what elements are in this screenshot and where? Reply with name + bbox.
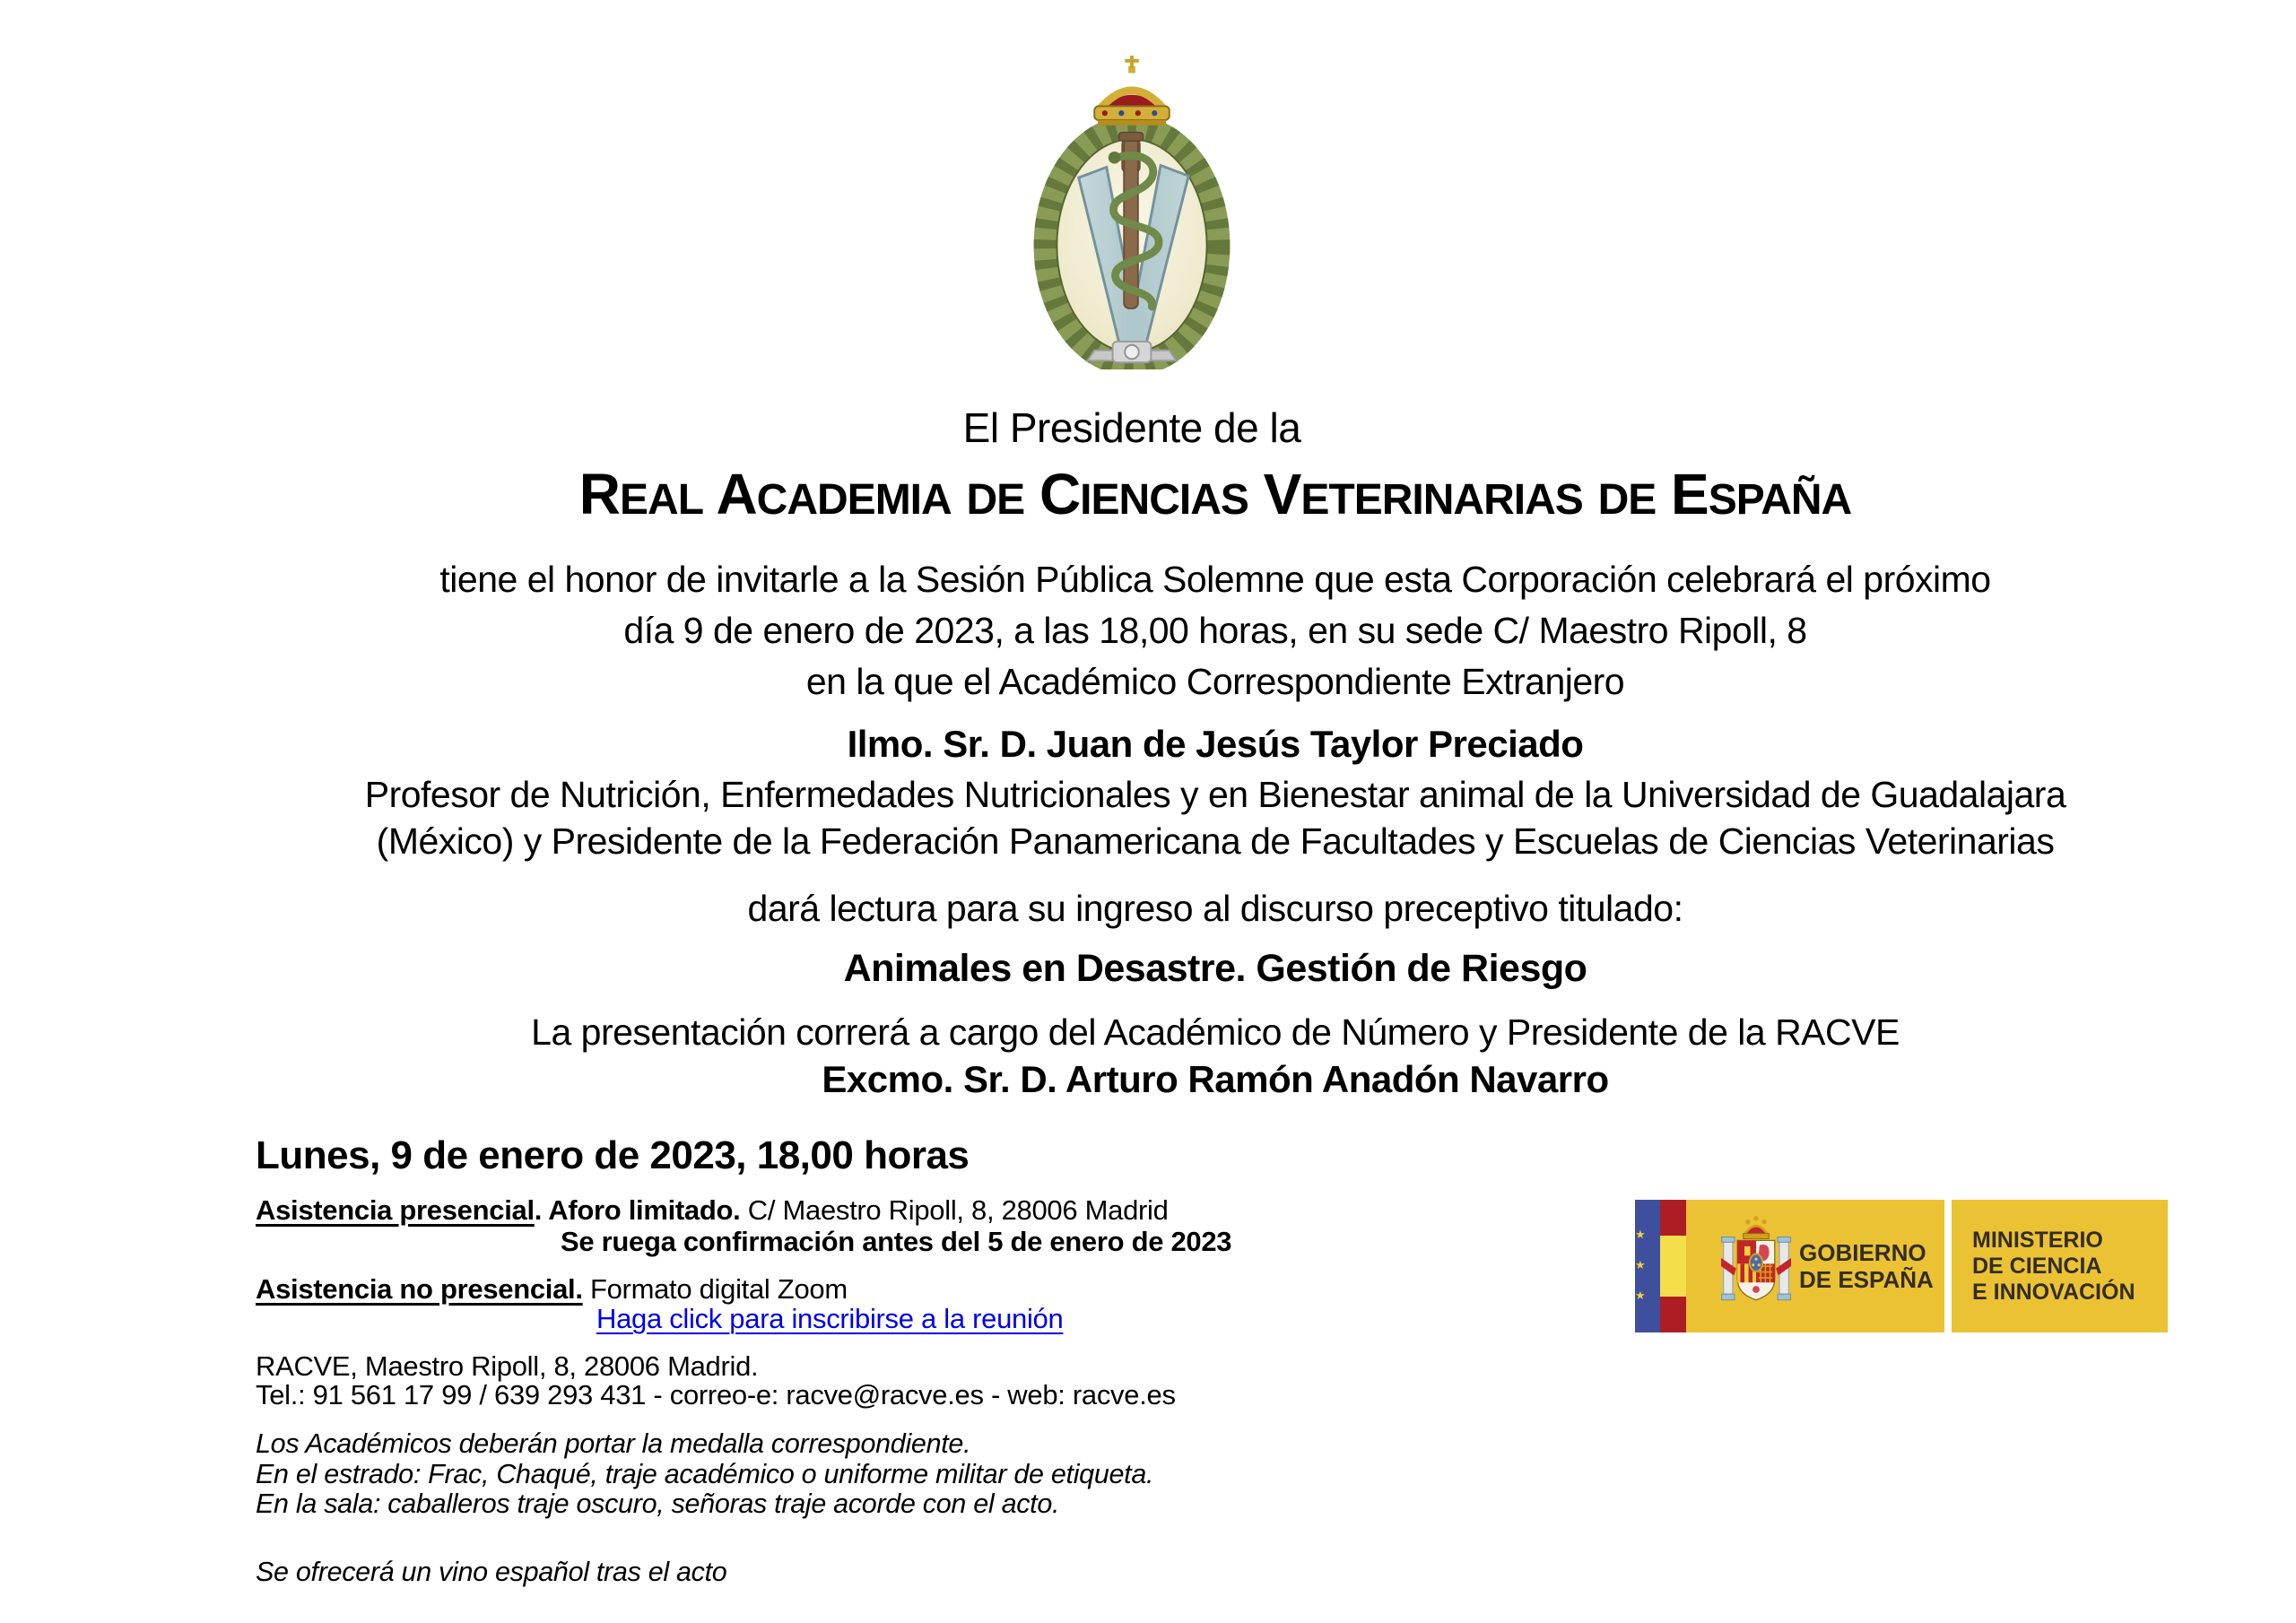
honoree-description — [135, 771, 2296, 864]
gobierno-text — [1799, 1200, 1934, 1332]
ministerio-box — [1952, 1200, 2168, 1332]
remote-format: Formato digital Zoom — [582, 1273, 848, 1305]
gobierno-line-2: DE ESPAÑA — [1799, 1266, 1934, 1293]
racve-crest-icon — [1031, 56, 1233, 374]
honoree-description-line-2: (México) y Presidente de la Federación Panamericana de Facultades y Escuelas de Ciencias Veterinarias — [376, 820, 2055, 862]
eu-flag-icon: ★ ★ ★ — [1635, 1200, 1660, 1332]
invitation-intro — [135, 554, 2296, 707]
academy-title: REAL ACADEMIA DE CIENCIAS VETERINARIAS DE ESPAÑA — [578, 462, 1852, 526]
remote-label: Asistencia no presencial. — [256, 1273, 583, 1305]
spain-coat-of-arms-icon — [1721, 1207, 1791, 1330]
dress-code-line-3: En la sala: caballeros traje oscuro, señoras traje acorde con el acto. — [256, 1488, 1060, 1519]
logo-divider — [1944, 1200, 1952, 1332]
presenter-line: El Presidente de la — [962, 404, 1301, 451]
dress-code-line-1: Los Académicos deberán portar la medalla correspondiente. — [256, 1428, 971, 1459]
lecture-title: Animales en Desastre. Gestión de Riesgo — [843, 947, 1587, 990]
gobierno-line-1: GOBIERNO — [1799, 1239, 1926, 1266]
in-person-address: C/ Maestro Ripoll, 8, 28006 Madrid — [740, 1194, 1169, 1226]
intro-line-1: tiene el honor de invitarle a la Sesión Pública Solemne que esta Corporación celebrará el próximo — [439, 559, 1991, 600]
in-person-label: Asistencia presencial — [256, 1194, 535, 1226]
intro-line-3: en la que el Académico Correspondiente Extranjero — [805, 661, 1625, 702]
remote-attendance-line — [256, 1273, 848, 1306]
confirmation-note: Se ruega confirmación antes del 5 de enero de 2023 — [561, 1226, 1232, 1257]
contact-phone-email-web: Tel.: 91 561 17 99 / 639 293 431 - correo-e: racve@racve.es - web: racve.es — [256, 1379, 1176, 1410]
ministerio-line-3: E INNOVACIÓN — [1972, 1279, 2135, 1305]
event-datetime: Lunes, 9 de enero de 2023, 18,00 horas — [256, 1133, 970, 1177]
contact-address: RACVE, Maestro Ripoll, 8, 28006 Madrid. — [256, 1350, 759, 1382]
wine-note: Se ofrecerá un vino español tras el acto — [256, 1557, 727, 1587]
honoree-name: Ilmo. Sr. D. Juan de Jesús Taylor Preciado — [847, 723, 1584, 765]
ministerio-line-2: DE CIENCIA — [1972, 1253, 2102, 1279]
government-logo — [1635, 1200, 2168, 1332]
presentation-presenter-name: Excmo. Sr. D. Arturo Ramón Anadón Navarro — [822, 1058, 1609, 1100]
presentation-line: La presentación correrá a cargo del Académico de Número y Presidente de la RACVE — [531, 1011, 1900, 1053]
ministerio-line-1: MINISTERIO — [1972, 1227, 2103, 1253]
lecture-intro: dará lectura para su ingreso al discurso preceptivo titulado: — [747, 888, 1683, 929]
in-person-attendance-line — [256, 1194, 1169, 1227]
in-person-capacity-note: . Aforo limitado. — [534, 1194, 741, 1226]
honoree-description-line-1: Profesor de Nutrición, Enfermedades Nutricionales y en Bienestar animal de la Universidad de Guadalajara — [364, 774, 2066, 815]
dress-code — [256, 1429, 1153, 1520]
gobierno-de-espana-box — [1635, 1200, 1944, 1332]
zoom-registration-link[interactable]: Haga click para inscribirse a la reunión — [596, 1303, 1064, 1334]
spain-flag-icon — [1660, 1200, 1686, 1332]
intro-line-2: día 9 de enero de 2023, a las 18,00 horas, en su sede C/ Maestro Ripoll, 8 — [623, 610, 1807, 651]
dress-code-line-2: En el estrado: Frac, Chaqué, traje académico o uniforme militar de etiqueta. — [256, 1458, 1154, 1489]
